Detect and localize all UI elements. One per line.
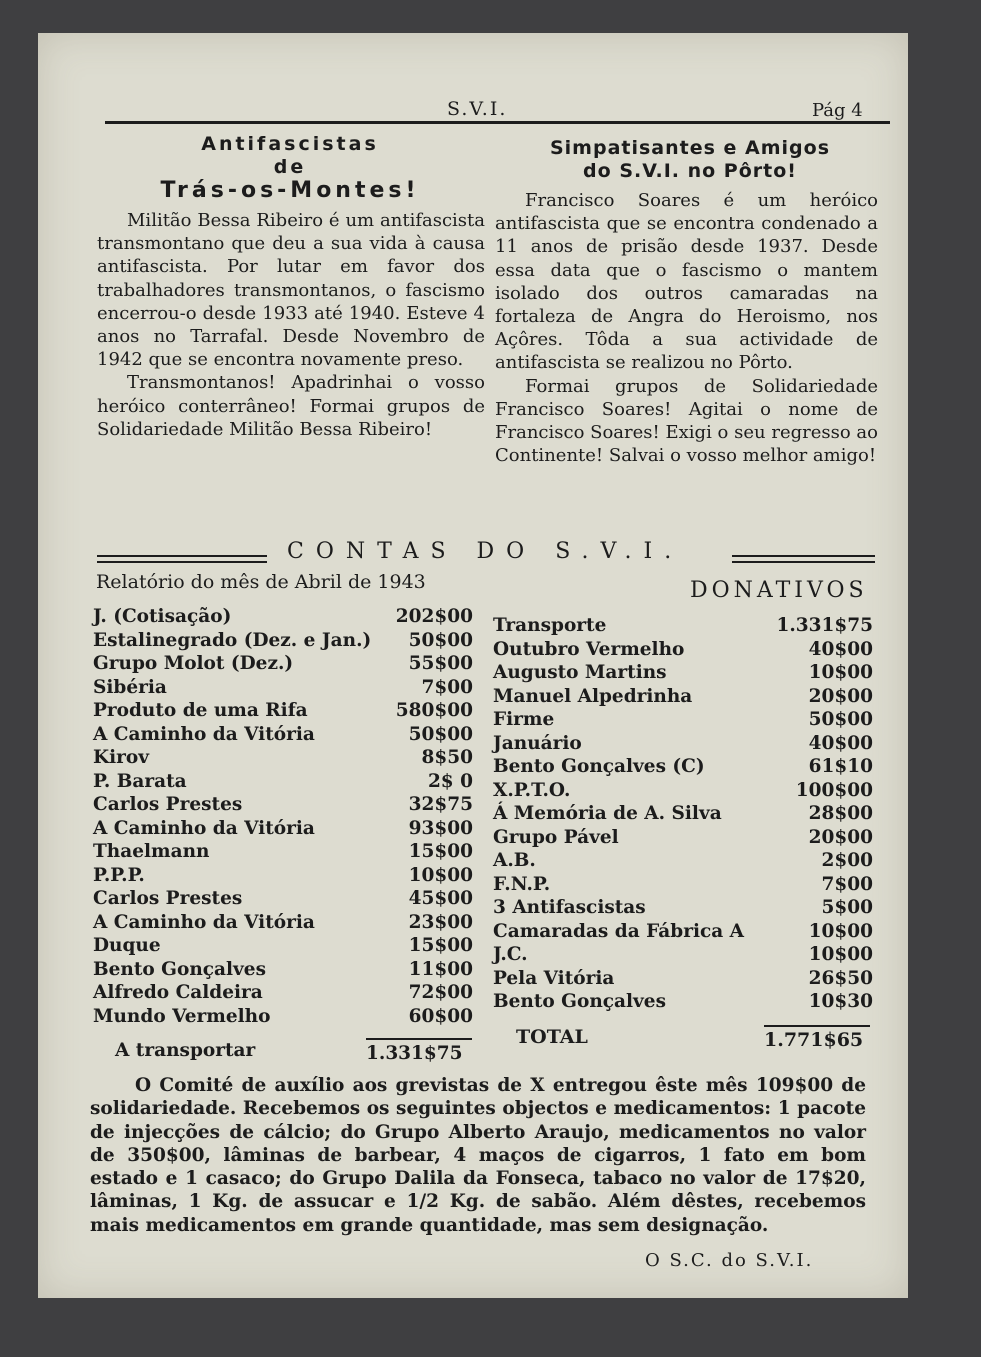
right-article-title <box>505 137 875 183</box>
ledger-name: Camaradas da Fábrica A <box>493 920 745 942</box>
contas-rule-left <box>97 561 267 563</box>
paragraph: Formai grupos de Solidariedade Francisco Soares! Agitai o nome de Francisco Soares! Exigi o seu regresso ao Continente! Salvai o vosso melhor amigo! <box>495 375 878 467</box>
right-title-line: Simpatisantes e Amigos <box>549 137 831 159</box>
ledger-value: 100$00 <box>795 779 873 801</box>
ledger-value: 10$00 <box>408 864 473 886</box>
ledger-row <box>493 614 873 638</box>
ledger-row <box>493 755 873 779</box>
ledger-value: 32$75 <box>408 794 473 815</box>
ledger-row <box>93 911 473 935</box>
ledger-name: A.B. <box>493 850 536 871</box>
ledger-row <box>93 934 473 958</box>
ledger-row <box>493 920 873 944</box>
ledger-name: Firme <box>493 709 555 730</box>
ledger-name: Duque <box>93 935 161 956</box>
ledger-name: Grupo Pável <box>493 826 619 848</box>
ledger-name: Bento Gonçalves <box>493 991 666 1012</box>
contas-rule-right-upper <box>732 555 875 557</box>
ledger-row <box>93 629 473 653</box>
ledger-name: X.P.T.O. <box>493 779 571 801</box>
paragraph: Francisco Soares é um heróico antifascista que se encontra condenado a 11 anos de prisão desde 1937. Desde essa data que o fascismo o mantem isolado dos outros camaradas na fortaleza de Angra do Heroismo, nos Açôres. Tôda a sua actividade de antifascista se realizou no Pôrto. <box>495 190 878 374</box>
ledger-row <box>93 864 473 888</box>
paragraph: Militão Bessa Ribeiro é um antifascista transmontano que deu a sua vida à causa antifascista. Por lutar em favor dos trabalhadores transmontanos, o fascismo encerrou-o desde 1933 até 1940. Esteve 4 anos no Tarrafal. Desde Novembro de 1942 que se encontra novamente preso. <box>97 210 485 371</box>
ledger-row <box>493 967 873 991</box>
ledger-row <box>93 746 473 770</box>
ledger-row <box>493 685 873 709</box>
ledger-name: Alfredo Caldeira <box>93 982 263 1003</box>
ledger-row <box>93 981 473 1005</box>
ledger-value: 2$00 <box>821 850 873 871</box>
ledger-name: Grupo Molot (Dez.) <box>93 653 294 674</box>
donations-label: DONATIVOS <box>690 578 868 603</box>
ledger-value: 20$00 <box>808 685 873 707</box>
left-article-title <box>105 133 475 202</box>
ledger-name: Carlos Prestes <box>93 888 243 909</box>
ledger-value: 23$00 <box>408 911 473 933</box>
header-rule <box>105 121 890 124</box>
contas-rule-left-upper <box>97 555 267 557</box>
ledger-row <box>93 958 473 982</box>
left-title-line: Antifascistas <box>201 133 379 155</box>
ledger-name: Á Memória de A. Silva <box>493 803 722 824</box>
left-article-body <box>97 209 485 441</box>
ledger-name: A Caminho da Vitória <box>93 723 315 745</box>
ledger-name: A Caminho da Vitória <box>93 911 315 933</box>
contas-rule-right <box>732 561 875 563</box>
ledger-value: 8$50 <box>421 747 473 768</box>
left-title-line: de <box>273 156 307 178</box>
ledger-name: Januário <box>493 732 582 754</box>
ledger-name: P. Barata <box>93 770 187 792</box>
ledger-value: 15$00 <box>408 935 473 956</box>
transport-value: 1.331$75 <box>366 1043 463 1064</box>
ledger-value: 93$00 <box>408 817 473 839</box>
right-title-line: do S.V.I. no Pôrto! <box>583 160 797 182</box>
ledger-row <box>93 793 473 817</box>
ledger-value: 55$00 <box>408 653 473 674</box>
ledger-value: 40$00 <box>808 638 873 660</box>
ledger-row <box>93 699 473 723</box>
ledger-value: 1.331$75 <box>776 615 873 636</box>
ledger-value: 26$50 <box>808 967 873 989</box>
ledger-row <box>493 990 873 1014</box>
ledger-value: 2$ 0 <box>427 770 473 792</box>
ledger-row <box>93 887 473 911</box>
ledger-row <box>493 943 873 967</box>
ledger-name: F.N.P. <box>493 873 551 895</box>
report-label: Relatório do mês de Abril de 1943 <box>96 571 426 593</box>
page-number: Pág 4 <box>812 100 863 121</box>
donations-list <box>493 614 873 1014</box>
paragraph: O Comité de auxílio aos grevistas de X entregou êste mês 109$00 de solidariedade. Recebemos os seguintes objectos e medicamentos: 1 pacote de injecções de cálcio; do Grupo Alberto Araujo, medicamentos no valor de 350$00, lâminas de barbear, 4 maços de cigarros, 1 fato em bom estado e 1 casaco; do Grupo Dalila da Fonseca, tabaco no valor de 17$20, lâminas, 1 Kg. de assucar e 1/2 Kg. de sabão. Além dêstes, recebemos mais medicamentos em grande quantidade, mas sem designação. <box>90 1075 866 1236</box>
ledger-name: Mundo Vermelho <box>93 1005 271 1027</box>
ledger-value: 50$00 <box>408 629 473 651</box>
ledger-row <box>93 1005 473 1029</box>
subtotal-rule <box>366 1038 472 1040</box>
contributions-list <box>93 605 473 1028</box>
ledger-row <box>493 732 873 756</box>
ledger-row <box>93 840 473 864</box>
ledger-row <box>93 605 473 629</box>
transport-label: A transportar <box>115 1040 256 1061</box>
ledger-row <box>493 873 873 897</box>
footer-paragraph <box>90 1074 866 1237</box>
total-value: 1.771$65 <box>764 1029 864 1051</box>
ledger-row <box>93 676 473 700</box>
total-rule <box>764 1025 870 1027</box>
ledger-name: J. (Cotisação) <box>93 606 232 627</box>
ledger-value: 50$00 <box>808 709 873 730</box>
ledger-row <box>93 652 473 676</box>
ledger-name: Outubro Vermelho <box>493 638 685 660</box>
ledger-value: 40$00 <box>808 732 873 754</box>
ledger-name: Manuel Alpedrinha <box>493 685 693 707</box>
ledger-value: 10$00 <box>808 920 873 942</box>
ledger-row <box>493 849 873 873</box>
ledger-name: Augusto Martins <box>493 662 667 683</box>
ledger-name: Transporte <box>493 615 607 636</box>
ledger-row <box>93 723 473 747</box>
ledger-value: 61$10 <box>808 756 873 777</box>
ledger-name: Bento Gonçalves (C) <box>493 756 705 777</box>
ledger-name: Kirov <box>93 747 149 768</box>
ledger-name: J.C. <box>493 944 528 965</box>
ledger-value: 202$00 <box>395 606 473 627</box>
total-label: TOTAL <box>516 1026 588 1048</box>
ledger-name: Bento Gonçalves <box>93 958 266 980</box>
ledger-value: 10$00 <box>808 944 873 965</box>
ledger-row <box>493 896 873 920</box>
ledger-value: 15$00 <box>408 841 473 862</box>
ledger-value: 7$00 <box>421 676 473 698</box>
ledger-name: 3 Antifascistas <box>493 897 646 918</box>
ledger-value: 50$00 <box>408 723 473 745</box>
right-article-body <box>495 189 878 467</box>
ledger-row <box>493 661 873 685</box>
ledger-value: 28$00 <box>808 803 873 824</box>
ledger-value: 5$00 <box>821 897 873 918</box>
ledger-row <box>93 817 473 841</box>
ledger-row <box>93 770 473 794</box>
ledger-value: 11$00 <box>408 958 473 980</box>
ledger-name: P.P.P. <box>93 864 145 886</box>
signature: O S.C. do S.V.I. <box>645 1250 814 1271</box>
ledger-row <box>493 779 873 803</box>
ledger-name: Estalinegrado (Dez. e Jan.) <box>93 629 372 651</box>
ledger-value: 10$00 <box>808 662 873 683</box>
ledger-value: 72$00 <box>408 982 473 1003</box>
ledger-row <box>493 802 873 826</box>
ledger-name: A Caminho da Vitória <box>93 817 315 839</box>
header-publication: S.V.I. <box>447 98 508 120</box>
ledger-row <box>493 708 873 732</box>
ledger-row <box>493 826 873 850</box>
ledger-name: Sibéria <box>93 676 167 698</box>
ledger-value: 60$00 <box>408 1005 473 1027</box>
paragraph: Transmontanos! Apadrinhai o vosso heróico conterrâneo! Formai grupos de Solidariedade Militão Bessa Ribeiro! <box>97 372 485 440</box>
ledger-value: 580$00 <box>395 700 473 721</box>
contas-title: CONTAS DO S.V.I. <box>287 539 684 564</box>
ledger-name: Carlos Prestes <box>93 794 243 815</box>
ledger-value: 45$00 <box>408 888 473 909</box>
ledger-name: Pela Vitória <box>493 967 615 989</box>
ledger-name: Produto de uma Rifa <box>93 700 308 721</box>
ledger-value: 7$00 <box>821 873 873 895</box>
ledger-name: Thaelmann <box>93 841 210 862</box>
ledger-value: 20$00 <box>808 826 873 848</box>
ledger-row <box>493 638 873 662</box>
ledger-value: 10$30 <box>808 991 873 1012</box>
left-title-line: Trás-os-Montes! <box>160 178 420 203</box>
